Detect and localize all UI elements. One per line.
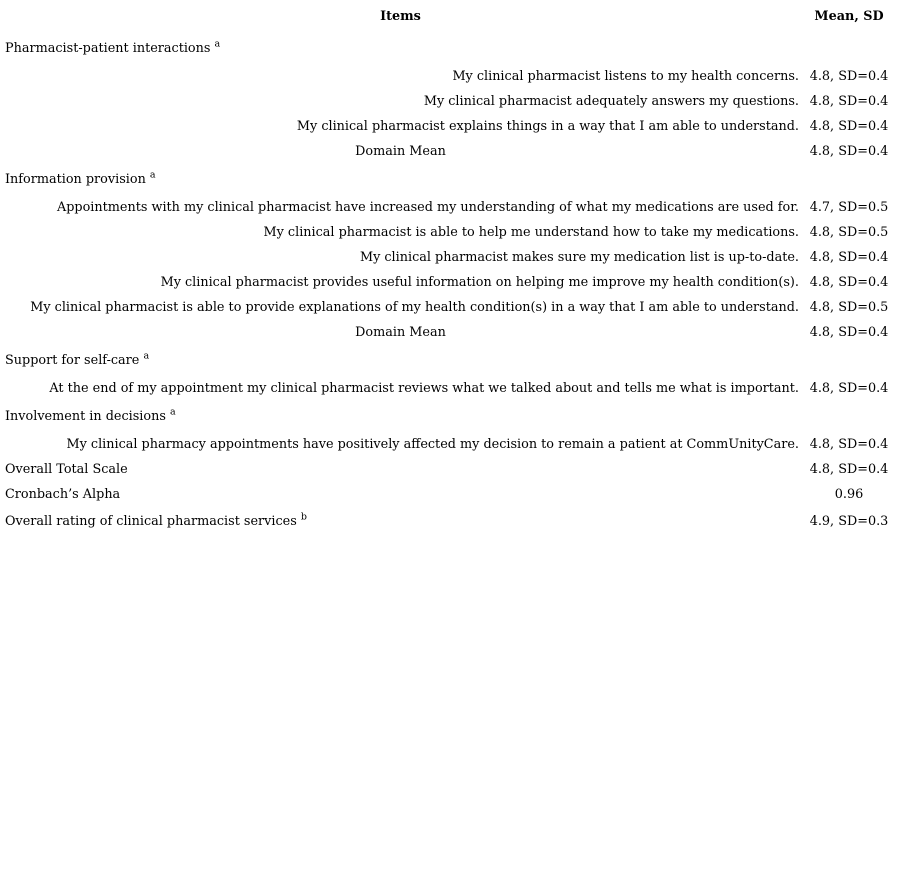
value-cell	[801, 139, 897, 164]
row-text: Domain Mean	[355, 325, 446, 340]
footnote-marker: a	[169, 406, 176, 418]
table-row-summary	[0, 482, 897, 507]
table-row-item	[0, 270, 897, 295]
items-cell	[0, 401, 801, 432]
category-label: Pharmacist-patient interactions	[5, 41, 211, 56]
value-cell	[801, 507, 897, 535]
table-row-summary	[0, 457, 897, 482]
value-cell	[801, 270, 897, 295]
mean-sd-value: 4.8, SD=0.4	[809, 437, 889, 452]
table-row-summary-footnote	[0, 507, 897, 535]
items-cell	[0, 164, 801, 195]
row-text: My clinical pharmacist makes sure my medication list is up-to-date.	[359, 250, 799, 265]
mean-sd-value: 4.8, SD=0.5	[809, 225, 889, 240]
value-cell	[801, 164, 897, 195]
mean-sd-value: 4.8, SD=0.4	[809, 250, 889, 265]
mean-sd-value: 4.8, SD=0.4	[809, 381, 889, 396]
table-row-category	[0, 164, 897, 195]
items-cell	[0, 345, 801, 376]
value-cell	[801, 482, 897, 507]
value-cell	[801, 320, 897, 345]
mean-sd-value: 4.7, SD=0.5	[809, 200, 889, 215]
row-text: At the end of my appointment my clinical pharmacist reviews what we talked about and tells me what is important.	[49, 381, 799, 396]
value-cell	[801, 345, 897, 376]
table-row-item	[0, 89, 897, 114]
items-cell	[0, 432, 801, 457]
value-cell	[801, 376, 897, 401]
row-text: My clinical pharmacist provides useful information on helping me improve my health condition(s).	[160, 275, 799, 290]
items-cell	[0, 376, 801, 401]
items-cell	[0, 270, 801, 295]
footnote-marker: a	[214, 38, 221, 50]
footnote-marker: a	[149, 169, 156, 181]
mean-sd-value: 4.8, SD=0.4	[809, 69, 889, 84]
row-text: My clinical pharmacy appointments have positively affected my decision to remain a patient at CommUnityCare.	[66, 437, 799, 452]
value-cell	[801, 33, 897, 64]
table-body	[0, 33, 897, 535]
items-cell	[0, 139, 801, 164]
value-cell	[801, 114, 897, 139]
items-cell	[0, 482, 801, 507]
value-cell	[801, 220, 897, 245]
value-cell	[801, 295, 897, 320]
row-text: Domain Mean	[355, 144, 446, 159]
table-row-category	[0, 401, 897, 432]
category-label: Involvement in decisions	[5, 409, 166, 424]
row-text: My clinical pharmacist is able to provide explanations of my health condition(s) in a way that I am able to understand.	[30, 300, 799, 315]
table-row-item	[0, 376, 897, 401]
table-row-item	[0, 114, 897, 139]
value-cell	[801, 457, 897, 482]
category-label: Information provision	[5, 172, 146, 187]
row-text: My clinical pharmacist adequately answers my questions.	[423, 94, 799, 109]
items-cell	[0, 295, 801, 320]
row-text: Cronbach’s Alpha	[5, 487, 121, 502]
table-row-item	[0, 195, 897, 220]
mean-sd-value: 0.96	[834, 487, 864, 502]
mean-sd-value: 4.8, SD=0.4	[809, 144, 889, 159]
table-row-item	[0, 245, 897, 270]
items-cell	[0, 89, 801, 114]
value-cell	[801, 195, 897, 220]
mean-sd-value: 4.8, SD=0.4	[809, 94, 889, 109]
value-cell	[801, 432, 897, 457]
items-cell	[0, 320, 801, 345]
mean-sd-value: 4.8, SD=0.4	[809, 119, 889, 134]
row-text: Overall rating of clinical pharmacist services	[5, 513, 297, 529]
value-cell	[801, 64, 897, 89]
row-text: My clinical pharmacist is able to help me understand how to take my medications.	[263, 225, 799, 240]
items-cell	[0, 220, 801, 245]
items-column-header: Items	[380, 9, 421, 24]
table-row-category	[0, 345, 897, 376]
mean-sd-column-header: Mean, SD	[814, 9, 884, 24]
footnote-marker: a	[143, 350, 150, 362]
table-row-item	[0, 295, 897, 320]
mean-sd-value: 4.8, SD=0.5	[809, 300, 889, 315]
items-cell	[0, 457, 801, 482]
table-row-item	[0, 432, 897, 457]
mean-sd-value: 4.9, SD=0.3	[809, 513, 889, 529]
row-text: My clinical pharmacist listens to my health concerns.	[452, 69, 799, 84]
table-row-domain-mean	[0, 320, 897, 345]
table-header	[0, 0, 897, 33]
items-cell	[0, 507, 801, 535]
row-text: Overall Total Scale	[5, 462, 128, 477]
table-row-category	[0, 33, 897, 64]
value-cell	[801, 245, 897, 270]
mean-sd-value: 4.8, SD=0.4	[809, 462, 889, 477]
table-row-item	[0, 64, 897, 89]
mean-sd-value: 4.8, SD=0.4	[809, 325, 889, 340]
table-row-domain-mean	[0, 139, 897, 164]
row-text: Appointments with my clinical pharmacist have increased my understanding of what my medications are used for.	[56, 200, 799, 215]
row-text: My clinical pharmacist explains things in a way that I am able to understand.	[296, 119, 799, 134]
items-cell	[0, 114, 801, 139]
footnote-marker: b	[300, 511, 307, 523]
items-cell	[0, 33, 801, 64]
value-cell	[801, 401, 897, 432]
category-label: Support for self-care	[5, 353, 140, 368]
value-cell	[801, 89, 897, 114]
table-row-item	[0, 220, 897, 245]
items-cell	[0, 195, 801, 220]
mean-sd-value: 4.8, SD=0.4	[809, 275, 889, 290]
items-cell	[0, 245, 801, 270]
items-cell	[0, 64, 801, 89]
header-row	[0, 0, 897, 33]
